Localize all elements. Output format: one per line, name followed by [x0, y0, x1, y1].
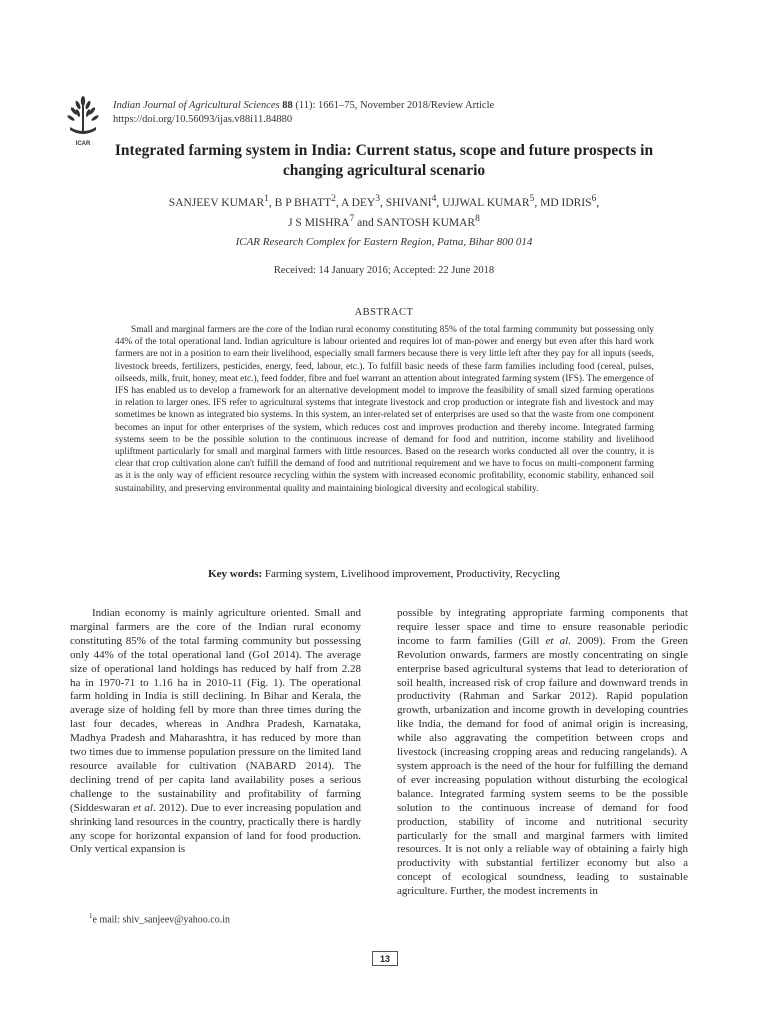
footnote: [89, 912, 230, 925]
journal-name: Indian Journal of Agricultural Sciences: [113, 100, 280, 111]
abstract-text: Small and marginal farmers are the core of the Indian rural economy constituting 85% of the total farming community but possessing only 44% of the total operational land. Indian agriculture is labour oriented and requires lot of man-power and energy but even after this hard work farmers are not in a position to earn their livelihood, especially small farmers because there is very little left after they pay for all inputs (seeds, livestock breeds, fertilizers, pesticides, energy, feed, labour, etc.). To fulfill basic needs of these farm families including food (cereal, pulses, oilseeds, milk, fruit, honey, meat etc.), feed fodder, fibre and fuel warrant an attention about integrated farming system (IFS). The emergence of IFS has enabled us to develop a framework for an alternative development model to improve the feasibility of small sized farming operations in relation to larger ones. IFS refer to agricultural systems that integrate livestock and crop production or integrate fish and livestock and may sometimes be known as integrated bio systems. In this system, an inter-related set of enterprises are used so that the waste from one component becomes an input for other enterprises of the system, which reduces cost and improves production and thereby income. Integrated farming systems seem to be the possible solution to the continuous increase of demand for food and nutrition, income stability and livelihood upliftment particularly for small and marginal farmers with little resources. Based on the research works conducted all over the country, it is clear that crop cultivation alone can't fulfill the demand of food and nutritional requirement and we have to focus on multi-component farming as it is the only way of efficient resource recycling within the system with increased economic profitability, economic stability, enhanced soil sustainability, and preserving environmental quality and maintaining biological diversity and ecological stability.: [115, 325, 654, 494]
received-dates: Received: 14 January 2016; Accepted: 22 June 2018: [273, 265, 495, 276]
body-column-left: Indian economy is mainly agriculture oriented. Small and marginal farmers are the core of the Indian rural economy constituting 85% of the total farming community but possessing only 44% of the total operational land (GoI 2014). The average size of operational land holdings has reduced by half from 2.28 ha in 1970-71 to 1.16 ha in 2010-11 (Fig. 1). The operational farm holding in India is still declining. In Bihar and Kerala, the average size of holding fell by more than three times during the last four decades, whereas in Andhra Pradesh, Karnataka, Madhya Pradesh and Maharashtra, it has reduced by more than two times due to immense population pressure on the limited land resource available for cultivation (NABARD 2014). The declining trend of per capita land availability poses a serious challenge to the sustainability and profitability of farming (Siddeswaran et al. 2012). Due to ever increasing population and shrinking land resources in the country, practically there is hardly any scope for horizontal expansion of land for food production. Only vertical expansion is: [70, 607, 362, 856]
keywords: [100, 568, 668, 580]
journal-header: [113, 99, 494, 127]
body-column-right: possible by integrating appropriate farming components that require lesser space and time to ensure reasonable periodic income to farm families (Gill et al. 2009). From the Green Revolution onwards, farmers are mostly concentrating on single enterprise based agricultural systems that lead to deterioration of soil health, increased risk of crop failure and downward trends in productivity (Rahman and Sarkar 2012). Rapid population growth, urbanization and income growth in developing countries like India, the demand for food of animal origin is increasing, while also aggravating the competition between crops and livestock (increasing cropping areas and reducing rangelands). A system approach is the need of the hour for fulfilling the demand of ever increasing population without disturbing the ecological balance. Integrated farming system seems to be the possible solution to the continuous increase of demand for food production, stability of income and nutritional security particularly for the small and marginal farmers with limited resources. It is not only a reliable way of obtaining a fairly high productivity with substantial fertilizer economy but also a concept of ecological soundness, leading to sustainable agriculture. Further, the modest increments in: [397, 607, 688, 898]
footnote-marker: 1: [89, 912, 93, 920]
logo-text: ICAR: [75, 141, 91, 147]
journal-volume: 88: [282, 100, 293, 111]
journal-issue-pages: (11): 1661–75, November 2018/Review Article: [295, 100, 495, 111]
keywords-text: Farming system, Livelihood improvement, Productivity, Recycling: [262, 568, 560, 580]
page-number: 13: [372, 951, 398, 966]
keywords-label: Key words:: [208, 568, 263, 580]
author-list: SANJEEV KUMAR$^1$, B P BHATT$^2$, A DEY$^3$, SHIVANI$^4$, UJJWAL KUMAR$^5$, MD IDRIS$^6$, J S MISHRA$^7$ and SANTOSH KUMAR$^8$: [168, 193, 600, 229]
affiliation: ICAR Research Complex for Eastern Region, Patna, Bihar 800 014: [235, 236, 533, 248]
footnote-email: e mail: shiv_sanjeev@yahoo.co.in: [92, 914, 231, 926]
abstract-heading: ABSTRACT: [354, 307, 414, 318]
doi-link[interactable]: https://doi.org/10.56093/ijas.v88i11.84880: [113, 114, 293, 125]
icar-logo: [66, 91, 100, 147]
article-title: Integrated farming system in India: Current status, scope and future prospects in changing agricultural scenario: [114, 142, 654, 179]
